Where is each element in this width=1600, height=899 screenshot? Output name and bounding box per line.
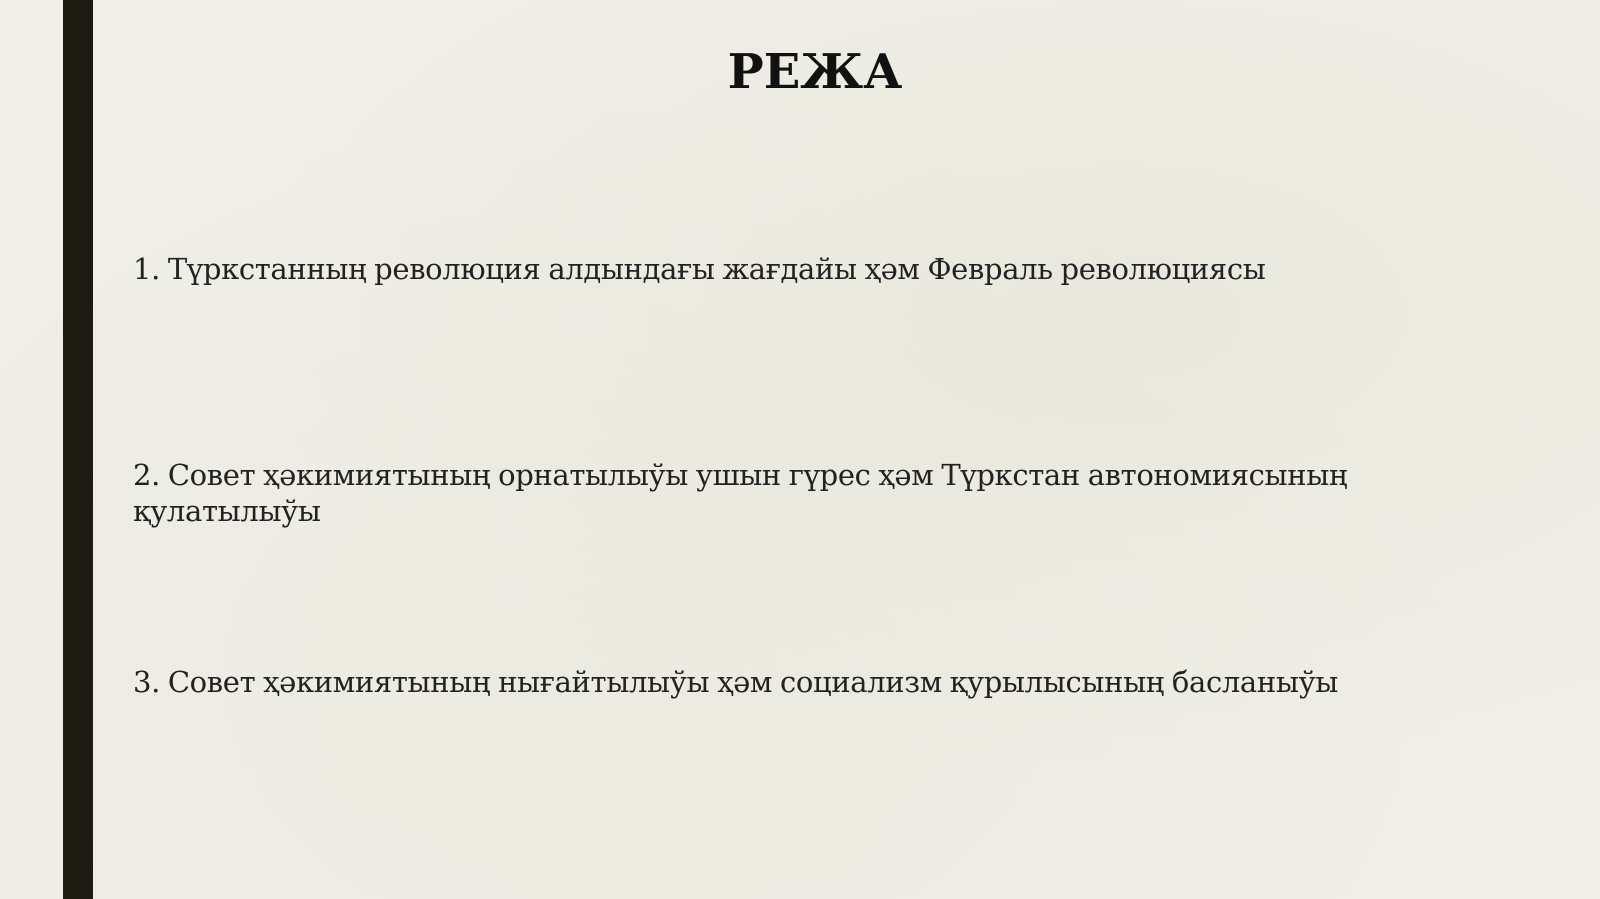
plan-item-1: 1. Түркстанның революция алдындағы жағдайы ҳәм Февраль революциясы — [133, 252, 1266, 286]
plan-item-2: 2. Совет ҳәкимиятының орнатылыўы ушын гүрес ҳәм Түркстан автономиясының қулатылыўы — [133, 458, 1348, 528]
plan-item-3: 3. Совет ҳәкимиятының нығайтылыўы ҳәм социализм қурылысының басланыўы — [133, 665, 1339, 699]
left-accent-bar — [63, 0, 93, 899]
slide-title: РЕЖА — [727, 44, 903, 100]
